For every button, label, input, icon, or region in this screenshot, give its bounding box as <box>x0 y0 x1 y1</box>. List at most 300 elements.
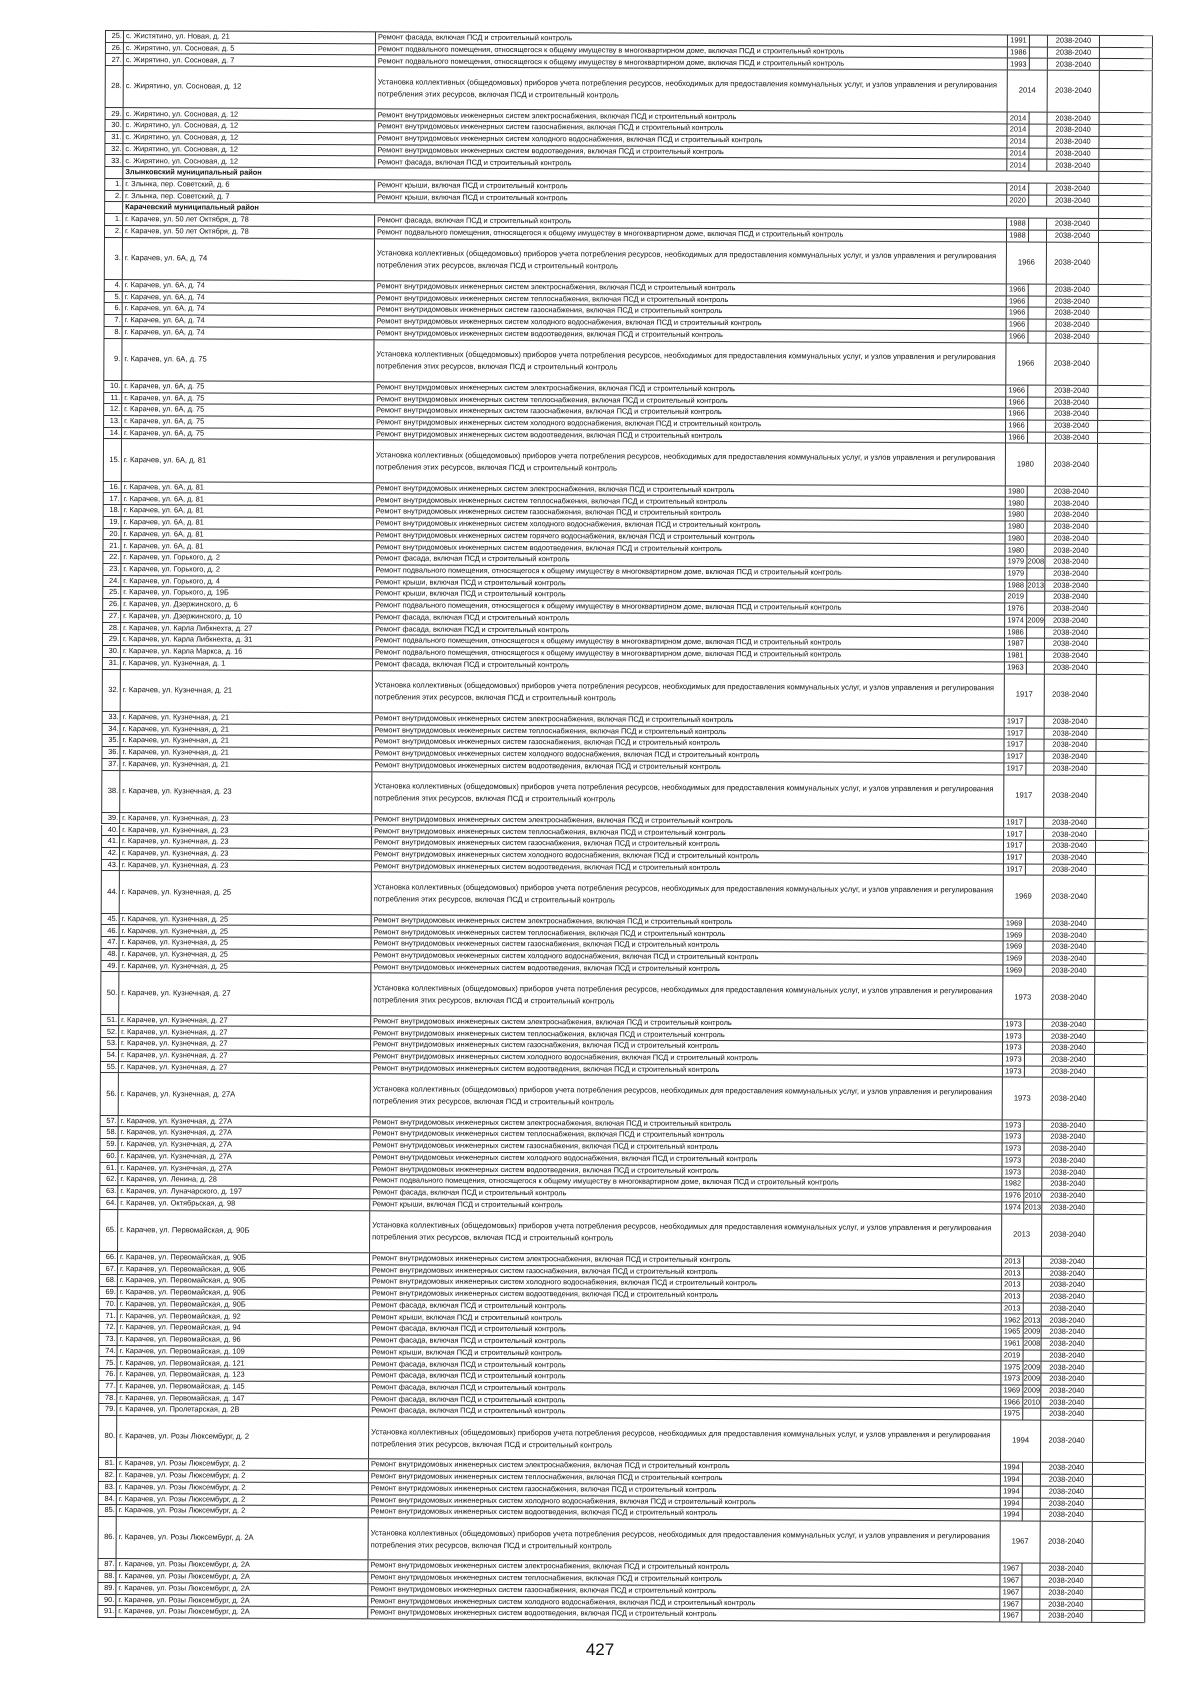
last-repair-year-cell <box>1027 486 1045 497</box>
empty-cell <box>1092 1386 1146 1397</box>
table-row <box>98 1416 1146 1463</box>
address-cell: г. Карачев, ул. Кузнечная, д. 1 <box>120 658 372 670</box>
last-repair-year-cell <box>1023 1268 1041 1279</box>
row-number: 50. <box>100 972 118 1013</box>
row-number: 81. <box>98 1458 116 1469</box>
build-year-cell: 2013 <box>1001 1268 1023 1279</box>
address-cell: г. Карачев, ул. Карла Либкнехта, д. 31 <box>120 634 372 646</box>
empty-cell <box>1096 717 1150 728</box>
last-repair-year-cell <box>1023 1291 1041 1302</box>
work-type-cell: Установка коллективных (общедомовых) приборов учета потребления ресурсов, необходимых для предоставления коммунальных услуг, и узлов управления и регулирования потребления этих ресурсов, включая ПСД и строительный контроль <box>371 772 1003 816</box>
build-year-cell: 2014 <box>1007 125 1029 136</box>
work-type-cell: Ремонт внутридомовых инженерных систем газоснабжения, включая ПСД и строительный контроль <box>370 1039 1002 1053</box>
row-number: 53. <box>100 1038 118 1049</box>
work-type-cell: Ремонт подвального помещения, относящегося к общему имуществу в многоквартирном доме, включая ПСД и строительный контроль <box>375 44 1007 58</box>
work-type-cell: Установка коллективных (общедомовых) приборов учета потребления ресурсов, необходимых для предоставления коммунальных услуг, и узлов управления и регулирования потребления этих ресурсов, включая ПСД и строительный контроль <box>375 68 1007 112</box>
work-type-cell: Установка коллективных (общедомовых) приборов учета потребления ресурсов, необходимых для предоставления коммунальных услуг, и узлов управления и регулирования потребления этих ресурсов, включая ПСД и строительный контроль <box>373 340 1005 384</box>
work-type-cell: Ремонт внутридомовых инженерных систем газоснабжения, включая ПСД и строительный контроль <box>373 406 1005 420</box>
last-repair-year-cell <box>1025 852 1043 863</box>
planned-period-cell: 2038-2040 <box>1044 604 1096 615</box>
last-repair-year-cell <box>1027 397 1045 408</box>
planned-period-cell: 2038-2040 <box>1044 627 1096 638</box>
planned-period-cell: 2038-2040 <box>1039 1599 1091 1610</box>
last-repair-year-cell <box>1027 521 1045 532</box>
row-number: 55. <box>100 1062 118 1073</box>
row-number: 32. <box>102 670 120 711</box>
work-type-cell: Ремонт внутридомовых инженерных систем электроснабжения, включая ПСД и строительный контроль <box>371 814 1003 828</box>
build-year-cell: 1969 <box>1000 1385 1022 1396</box>
build-year-cell: 1973 <box>1002 1143 1024 1154</box>
row-number: 30. <box>102 646 120 657</box>
row-number: 24. <box>102 576 120 587</box>
planned-period-cell: 2038-2040 <box>1043 942 1095 953</box>
empty-cell <box>1093 1268 1147 1279</box>
empty-cell <box>1098 195 1152 206</box>
build-year-cell: 1966 <box>1006 296 1028 307</box>
row-number: 29. <box>102 634 120 645</box>
build-year-cell: 1917 <box>1004 674 1044 715</box>
planned-period-cell: 2038-2040 <box>1040 1385 1092 1396</box>
empty-cell <box>1098 149 1152 160</box>
build-year-cell: 1967 <box>999 1587 1021 1598</box>
planned-period-cell: 2038-2040 <box>1040 1421 1092 1463</box>
address-cell: г. Карачев, ул. 50 лет Октября, д. 78 <box>122 214 374 226</box>
empty-cell <box>1097 487 1151 498</box>
planned-period-cell: 2038-2040 <box>1043 740 1095 751</box>
work-type-cell: Ремонт подвального помещения, относящегося к общему имуществу в многоквартирном доме, включая ПСД и строительный контроль <box>375 56 1007 70</box>
row-number: 84. <box>98 1494 116 1505</box>
planned-period-cell: 2038-2040 <box>1040 1374 1092 1385</box>
work-type-cell: Ремонт фасада, включая ПСД и строительный контроль <box>368 1394 1000 1408</box>
build-year-cell: 1966 <box>1000 1397 1022 1408</box>
row-number: 65. <box>99 1209 117 1250</box>
planned-period-cell: 2038-2040 <box>1042 1031 1094 1042</box>
row-number: 73. <box>99 1334 117 1345</box>
address-cell: с. Жирятино, ул. Сосновая, д. 12 <box>122 155 374 167</box>
planned-period-cell: 2038-2040 <box>1041 1280 1093 1291</box>
planned-period-cell: 2038-2040 <box>1042 977 1094 1019</box>
address-cell: г. Карачев, ул. Первомайская, д. 145 <box>116 1381 368 1393</box>
work-type-cell: Установка коллективных (общедомовых) приборов учета потребления ресурсов, необходимых для предоставления коммунальных услуг, и узлов управления и регулирования потребления этих ресурсов, включая ПСД и строительный контроль <box>368 1417 1000 1461</box>
last-repair-year-cell: 2009 <box>1023 1362 1041 1372</box>
empty-cell <box>1098 137 1152 148</box>
planned-period-cell: 2038-2040 <box>1042 1120 1094 1131</box>
address-cell: г. Карачев, ул. Кузнечная, д. 25 <box>118 961 370 973</box>
table-row <box>105 66 1153 113</box>
planned-period-cell: 2038-2040 <box>1041 1339 1093 1350</box>
planned-period-cell: 2038-2040 <box>1040 1463 1092 1474</box>
planned-period-cell: 2038-2040 <box>1045 385 1097 396</box>
address-cell: г. Карачев, ул. 50 лет Октября, д. 78 <box>122 226 374 238</box>
table-row <box>103 339 1151 386</box>
build-year-cell: 1974 <box>1004 615 1026 626</box>
empty-cell <box>1094 1031 1148 1042</box>
address-cell: г. Карачев, ул. Первомайская, д. 90Б <box>117 1287 369 1299</box>
planned-period-cell: 2038-2040 <box>1045 409 1097 420</box>
address-cell: г. Карачев, ул. Кузнечная, д. 21 <box>119 747 371 759</box>
last-repair-year-cell <box>1023 1167 1041 1178</box>
planned-period-cell: 2038-2040 <box>1044 662 1096 673</box>
planned-period-cell: 2038-2040 <box>1045 444 1097 486</box>
planned-period-cell: 2038-2040 <box>1045 421 1097 432</box>
work-type-cell: Ремонт фасада, включая ПСД и строительный контроль <box>368 1359 1000 1373</box>
address-cell: г. Карачев, ул. Розы Люксембург, д. 2 <box>116 1482 368 1494</box>
build-year-cell: 1969 <box>1003 930 1025 941</box>
last-repair-year-cell <box>1022 1510 1040 1521</box>
build-year-cell: 2013 <box>1001 1291 1023 1302</box>
last-repair-year-cell: 2010 <box>1024 1190 1042 1200</box>
build-year-cell: 2013 <box>1001 1303 1023 1314</box>
last-repair-year-cell <box>1027 421 1045 432</box>
empty-cell <box>1098 231 1152 242</box>
address-cell: г. Карачев, ул. Горького, д. 2 <box>120 552 372 564</box>
address-cell: г. Карачев, ул. Первомайская, д. 90Б <box>117 1252 369 1264</box>
work-type-cell: Ремонт внутридомовых инженерных систем газоснабжения, включая ПСД и строительный контроль <box>373 507 1005 521</box>
planned-period-cell: 2038-2040 <box>1040 1522 1092 1564</box>
build-year-cell: 1980 <box>1005 486 1027 497</box>
planned-period-cell: 2038-2040 <box>1039 1587 1091 1598</box>
build-year-cell: 1969 <box>1003 876 1043 917</box>
row-number: 2. <box>104 191 122 202</box>
build-year-cell: 1917 <box>1003 817 1025 828</box>
address-cell: г. Карачев, ул. 6А, д. 81 <box>121 505 373 517</box>
planned-period-cell: 2038-2040 <box>1042 1054 1094 1065</box>
planned-period-cell: 2038-2040 <box>1046 195 1098 206</box>
planned-period-cell: 2038-2040 <box>1047 47 1099 58</box>
build-year-cell: 1980 <box>1005 510 1027 521</box>
row-number: 29. <box>105 108 123 119</box>
work-type-cell: Ремонт крыши, включая ПСД и строительный контроль <box>369 1199 1001 1213</box>
planned-period-cell: 2038-2040 <box>1043 930 1095 941</box>
last-repair-year-cell <box>1021 1564 1039 1575</box>
row-number: 48. <box>100 949 118 960</box>
last-repair-year-cell: 2008 <box>1023 1338 1041 1348</box>
build-year-cell: 1988 <box>1006 219 1028 230</box>
row-number: 23. <box>102 564 120 575</box>
row-number: 1. <box>104 214 122 225</box>
build-year-cell: 1969 <box>1003 942 1025 953</box>
row-number: 21. <box>102 540 120 551</box>
document-table <box>97 31 1153 1623</box>
row-number: 7. <box>104 315 122 326</box>
build-year-cell: 2013 <box>1001 1280 1023 1291</box>
empty-cell <box>1092 1421 1146 1463</box>
table-row <box>103 439 1151 486</box>
planned-period-cell: 2038-2040 <box>1041 1327 1093 1338</box>
address-cell: г. Карачев, ул. Кузнечная, д. 27 <box>118 1062 370 1074</box>
work-type-cell: Установка коллективных (общедомовых) приборов учета потребления ресурсов, необходимых для предоставления коммунальных услуг, и узлов управления и регулирования потребления этих ресурсов, включая ПСД и строительный контроль <box>369 1211 1001 1255</box>
build-year-cell: 1986 <box>1004 627 1026 638</box>
row-number: 44. <box>101 871 119 912</box>
row-number: 49. <box>100 961 118 972</box>
build-year-cell: 1973 <box>1002 1078 1042 1119</box>
empty-cell <box>1099 71 1153 113</box>
address-cell: г. Карачев, ул. Кузнечная, д. 21 <box>120 735 372 747</box>
address-cell: г. Карачев, ул. Кузнечная, д. 27А <box>118 1116 370 1128</box>
build-year-cell: 1980 <box>1005 444 1045 485</box>
row-number: 38. <box>101 770 119 811</box>
row-number: 40. <box>101 824 119 835</box>
planned-period-cell: 2038-2040 <box>1040 1486 1092 1497</box>
build-year-cell: 1917 <box>1003 852 1025 863</box>
empty-cell <box>1093 1292 1147 1303</box>
planned-period-cell: 2038-2040 <box>1046 320 1098 331</box>
build-year-cell: 1987 <box>1004 639 1026 650</box>
address-cell: г. Карачев, ул. Розы Люксембург, д. 2А <box>115 1606 367 1618</box>
build-year-cell: 1979 <box>1004 557 1026 568</box>
address-cell: г. Карачев, ул. Горького, д. 19Б <box>120 587 372 599</box>
empty-cell <box>1091 1588 1145 1599</box>
planned-period-cell: 2038-2040 <box>1047 36 1099 47</box>
address-cell: г. Карачев, ул. Пролетарская, д. 2В <box>116 1404 368 1416</box>
address-cell: г. Карачев, ул. Кузнечная, д. 27А <box>118 1073 370 1115</box>
last-repair-year-cell <box>1028 308 1046 319</box>
address-cell: г. Карачев, ул. Кузнечная, д. 27 <box>118 1026 370 1038</box>
empty-cell <box>1094 1066 1148 1077</box>
build-year-cell: 1917 <box>1003 751 1025 762</box>
row-number: 54. <box>100 1050 118 1061</box>
address-cell: г. Карачев, ул. Розы Люксембург, д. 2 <box>116 1458 368 1470</box>
row-number: 13. <box>103 416 121 427</box>
table-row <box>98 1517 1146 1564</box>
work-type-cell: Ремонт внутридомовых инженерных систем холодного водоснабжения, включая ПСД и строительный контроль <box>370 950 1002 964</box>
build-year-cell: 1994 <box>1000 1486 1022 1497</box>
row-number: 18. <box>103 505 121 516</box>
planned-period-cell: 2038-2040 <box>1041 1268 1093 1279</box>
last-repair-year-cell: 2009 <box>1023 1385 1041 1395</box>
planned-period-cell: 2038-2040 <box>1044 580 1096 591</box>
last-repair-year-cell: 2013 <box>1027 580 1045 590</box>
table-row <box>100 1073 1148 1120</box>
row-number: 47. <box>101 937 119 948</box>
empty-cell <box>1098 219 1152 230</box>
empty-cell <box>1095 841 1149 852</box>
last-repair-year-cell: 2009 <box>1023 1373 1041 1383</box>
empty-cell <box>1093 1203 1147 1214</box>
work-type-cell: Ремонт внутридомовых инженерных систем теплоснабжения, включая ПСД и строительный контроль <box>367 1572 999 1586</box>
row-number: 19. <box>103 517 121 528</box>
row-number: 20. <box>103 529 121 540</box>
last-repair-year-cell <box>1029 59 1047 70</box>
planned-period-cell: 2038-2040 <box>1044 728 1096 739</box>
address-cell: г. Карачев, ул. Розы Люксембург, д. 2 <box>116 1416 368 1458</box>
build-year-cell: 1966 <box>1005 420 1027 431</box>
planned-period-cell: 2038-2040 <box>1041 1256 1093 1267</box>
row-number: 14. <box>103 428 121 439</box>
work-type-cell: Ремонт крыши, включая ПСД и строительный контроль <box>369 1347 1001 1361</box>
work-type-cell: Ремонт подвального помещения, относящегося к общему имуществу в многоквартирном доме, включая ПСД и строительный контроль <box>374 227 1006 241</box>
work-type-cell: Ремонт внутридомовых инженерных систем холодного водоснабжения, включая ПСД и строительный контроль <box>369 1277 1001 1291</box>
row-number: 36. <box>101 747 119 758</box>
build-year-cell: 2014 <box>1006 136 1028 147</box>
build-year-cell: 2014 <box>1006 183 1028 194</box>
address-cell: с. Жирятино, ул. Сосновая, д. 5 <box>123 43 375 55</box>
work-type-cell: Ремонт фасада, включая ПСД и строительный контроль <box>369 1323 1001 1337</box>
row-number: 27. <box>105 54 123 65</box>
empty-cell <box>1097 409 1151 420</box>
build-year-cell: 1917 <box>1003 829 1025 840</box>
work-type-cell: Ремонт фасада, включая ПСД и строительный контроль <box>372 612 1004 626</box>
work-type-cell: Ремонт подвального помещения, относящегося к общему имуществу в многоквартирном доме, включая ПСД и строительный контроль <box>372 636 1004 650</box>
build-year-cell: 1961 <box>1001 1338 1023 1349</box>
row-number: 77. <box>98 1381 116 1392</box>
address-cell: г. Карачев, ул. Розы Люксембург, д. 2 <box>116 1470 368 1482</box>
empty-cell <box>1098 172 1152 183</box>
empty-cell <box>1094 1078 1148 1120</box>
planned-period-cell: 2038-2040 <box>1040 1397 1092 1408</box>
row-number: 80. <box>98 1416 116 1457</box>
last-repair-year-cell <box>1027 331 1045 342</box>
address-cell: г. Карачев, ул. Кузнечная, д. 21 <box>120 670 372 712</box>
planned-period-cell: 2038-2040 <box>1047 113 1099 124</box>
work-type-cell: Ремонт фасада, включая ПСД и строительный контроль <box>368 1370 1000 1384</box>
planned-period-cell: 2038-2040 <box>1044 651 1096 662</box>
row-number: 3. <box>104 238 122 279</box>
empty-cell <box>1094 966 1148 977</box>
last-repair-year-cell <box>1026 545 1044 556</box>
empty-cell <box>1098 242 1152 284</box>
work-type-cell: Ремонт внутридомовых инженерных систем водоотведения, включая ПСД и строительный контроль <box>370 1063 1002 1077</box>
build-year-cell: 1994 <box>1000 1474 1022 1485</box>
row-number: 88. <box>97 1571 115 1582</box>
last-repair-year-cell: 2009 <box>1027 615 1044 625</box>
planned-period-cell: 2038-2040 <box>1041 1214 1093 1256</box>
planned-period-cell: 2038-2040 <box>1042 1078 1094 1120</box>
last-repair-year-cell <box>1026 651 1044 662</box>
last-repair-year-cell: 2009 <box>1023 1326 1041 1336</box>
row-number: 32. <box>104 144 122 155</box>
last-repair-year-cell <box>1028 320 1046 331</box>
address-cell: г. Карачев, ул. 6А, д. 74 <box>122 315 374 327</box>
empty-cell <box>1096 627 1150 638</box>
address-cell: г. Карачев, ул. Кузнечная, д. 21 <box>119 759 371 771</box>
address-cell: г. Карачев, ул. 6А, д. 75 <box>121 428 373 440</box>
last-repair-year-cell <box>1021 1611 1039 1622</box>
row-number: 46. <box>101 925 119 936</box>
empty-cell <box>1092 1409 1146 1420</box>
empty-cell <box>1098 125 1152 136</box>
address-cell: г. Карачев, ул. Первомайская, д. 92 <box>117 1311 369 1323</box>
empty-cell <box>1095 818 1149 829</box>
last-repair-year-cell <box>1023 1256 1041 1267</box>
row-number: 91. <box>97 1606 115 1617</box>
work-type-cell: Ремонт подвального помещения, относящегося к общему имуществу в многоквартирном доме, включая ПСД и строительный контроль <box>369 1176 1001 1190</box>
empty-cell <box>1095 930 1149 941</box>
empty-cell <box>1093 1304 1147 1315</box>
address-cell: г. Карачев, ул. 6А, д. 81 <box>121 482 373 494</box>
work-type-cell: Ремонт внутридомовых инженерных систем водоотведения, включая ПСД и строительный контроль <box>371 861 1003 875</box>
last-repair-year-cell <box>1029 47 1047 58</box>
build-year-cell: 2013 <box>1001 1256 1023 1267</box>
last-repair-year-cell <box>1025 930 1043 941</box>
work-type-cell: Ремонт внутридомовых инженерных систем газоснабжения, включая ПСД и строительный контроль <box>369 1265 1001 1279</box>
empty-cell <box>1098 160 1152 171</box>
build-year-cell: 1980 <box>1004 545 1026 556</box>
build-year-cell: 1973 <box>1002 977 1042 1018</box>
planned-period-cell: 2038-2040 <box>1042 1132 1094 1143</box>
row-number: 31. <box>102 658 120 669</box>
empty-cell <box>1092 1510 1146 1521</box>
row-number: 11. <box>103 393 121 404</box>
planned-period-cell: 2038-2040 <box>1040 1475 1092 1486</box>
address-cell: г. Карачев, ул. 6А, д. 81 <box>121 529 373 541</box>
row-number: 56. <box>100 1073 118 1114</box>
work-type-cell: Ремонт внутридомовых инженерных систем электроснабжения, включая ПСД и строительный контроль <box>370 1117 1002 1131</box>
empty-cell <box>1094 954 1148 965</box>
table-row <box>104 238 1152 285</box>
row-number: 67. <box>99 1263 117 1274</box>
address-cell: г. Карачев, ул. 6А, д. 81 <box>120 541 372 553</box>
empty-cell <box>1096 663 1150 674</box>
row-number: 68. <box>99 1275 117 1286</box>
planned-period-cell: 2038-2040 <box>1043 763 1095 774</box>
work-type-cell: Ремонт внутридомовых инженерных систем газоснабжения, включая ПСД и строительный контроль <box>372 737 1004 751</box>
address-cell: г. Карачев, ул. Кузнечная, д. 27 <box>118 1050 370 1062</box>
build-year-cell: 1917 <box>1004 716 1026 727</box>
row-number: 9. <box>103 339 121 380</box>
last-repair-year-cell <box>1028 160 1046 171</box>
build-year-cell: 1966 <box>1005 432 1027 443</box>
last-repair-year-cell <box>1029 36 1047 47</box>
last-repair-year-cell <box>1025 752 1043 763</box>
work-type-cell: Установка коллективных (общедомовых) приборов учета потребления ресурсов, необходимых для предоставления коммунальных услуг, и узлов управления и регулирования потребления этих ресурсов, включая ПСД и строительный контроль <box>370 1075 1002 1119</box>
work-type-cell: Ремонт крыши, включая ПСД и строительный контроль <box>369 1312 1001 1326</box>
row-number: 42. <box>101 848 119 859</box>
row-number: 61. <box>99 1163 117 1174</box>
row-number: 71. <box>99 1310 117 1321</box>
row-number: 22. <box>102 552 120 563</box>
work-type-cell: Установка коллективных (общедомовых) приборов учета потребления ресурсов, необходимых для предоставления коммунальных услуг, и узлов управления и регулирования потребления этих ресурсов, включая ПСД и строительный контроль <box>372 671 1004 715</box>
empty-cell <box>1098 207 1152 218</box>
work-type-cell: Ремонт крыши, включая ПСД и строительный контроль <box>372 577 1004 591</box>
address-cell: г. Карачев, ул. Кузнечная, д. 23 <box>119 848 371 860</box>
build-year-cell: 1917 <box>1003 763 1025 774</box>
last-repair-year-cell <box>1026 604 1044 615</box>
last-repair-year-cell <box>1028 183 1046 194</box>
work-type-cell: Ремонт внутридомовых инженерных систем электроснабжения, включая ПСД и строительный контроль <box>367 1561 999 1575</box>
empty-cell <box>1093 1167 1147 1178</box>
planned-period-cell: 2038-2040 <box>1044 592 1096 603</box>
build-year-cell: 1973 <box>1002 1019 1024 1030</box>
work-type-cell: Установка коллективных (общедомовых) приборов учета потребления ресурсов, необходимых для предоставления коммунальных услуг, и узлов управления и регулирования потребления этих ресурсов, включая ПСД и строительный контроль <box>374 239 1006 283</box>
last-repair-year-cell <box>1026 716 1044 727</box>
address-cell: г. Карачев, ул. 6А, д. 75 <box>121 404 373 416</box>
address-cell: г. Карачев, ул. Первомайская, д. 121 <box>116 1357 368 1369</box>
work-type-cell: Ремонт крыши, включая ПСД и строительный контроль <box>372 589 1004 603</box>
address-cell: г. Карачев, ул. Кузнечная, д. 27А <box>118 1127 370 1139</box>
work-type-cell: Ремонт внутридомовых инженерных систем горячего водоснабжения, включая ПСД и строительный контроль <box>373 530 1005 544</box>
planned-period-cell: 2038-2040 <box>1041 1202 1093 1213</box>
build-year-cell: 1973 <box>1002 1132 1024 1143</box>
work-type-cell: Установка коллективных (общедомовых) приборов учета потребления ресурсов, необходимых для предоставления коммунальных услуг, и узлов управления и регулирования потребления этих ресурсов, включая ПСД и строительный контроль <box>368 1518 1000 1562</box>
address-cell: с. Жирятино, ул. Сосновая, д. 12 <box>123 120 375 132</box>
build-year-cell: 1973 <box>1002 1054 1024 1065</box>
planned-period-cell: 2038-2040 <box>1046 230 1098 241</box>
address-cell: г. Карачев, ул. Розы Люксембург, д. 2А <box>115 1583 367 1595</box>
row-number: 25. <box>105 31 123 42</box>
row-number: 85. <box>98 1505 116 1516</box>
last-repair-year-cell <box>1024 1132 1042 1143</box>
last-repair-year-cell: 2010 <box>1023 1397 1041 1407</box>
work-type-cell: Ремонт подвального помещения, относящегося к общему имуществу в многоквартирном доме, включая ПСД и строительный контроль <box>372 600 1004 614</box>
address-cell: г. Карачев, ул. Горького, д. 4 <box>120 576 372 588</box>
address-cell: г. Карачев, ул. Кузнечная, д. 21 <box>120 712 372 724</box>
planned-period-cell: 2038-2040 <box>1043 853 1095 864</box>
empty-cell <box>1092 1498 1146 1509</box>
work-type-cell: Ремонт фасада, включая ПСД и строительный контроль <box>374 157 1006 171</box>
address-cell: Злынковский муниципальный район <box>122 167 1152 183</box>
empty-cell <box>1094 1120 1148 1131</box>
